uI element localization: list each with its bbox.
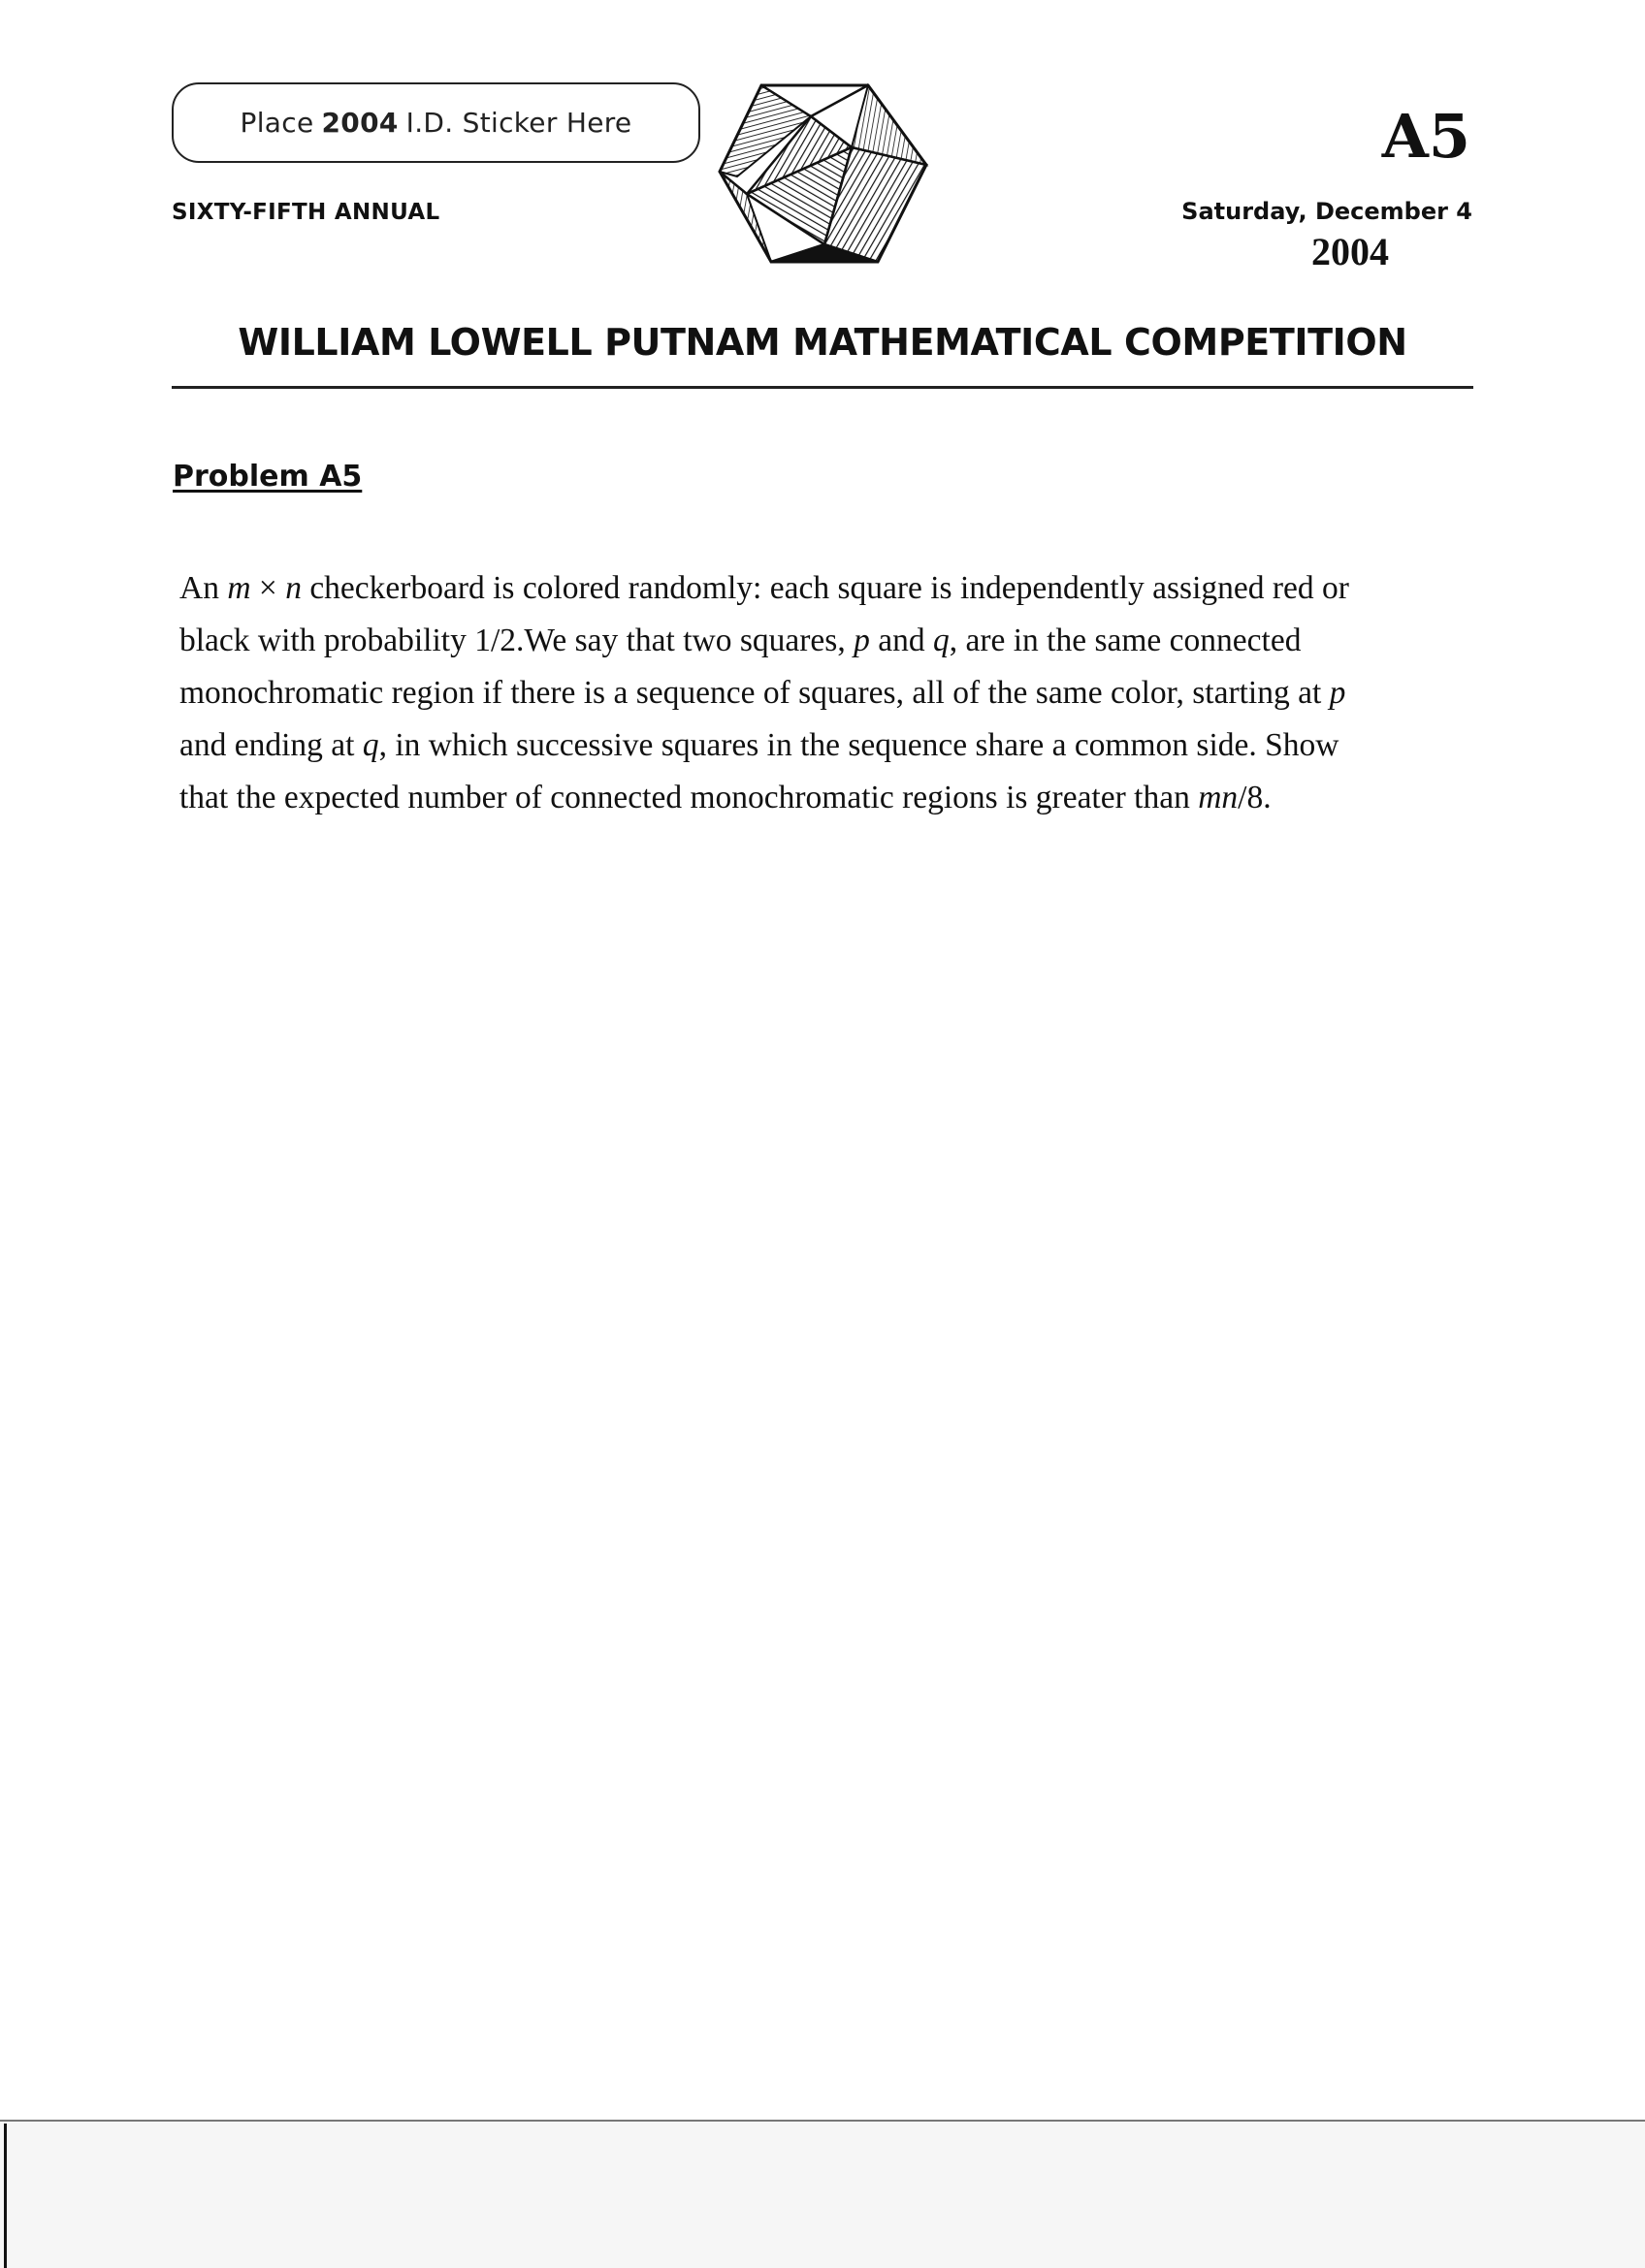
problem-line-2: black with probability 1/2.We say that two squares, p and q, are in the same connected [179, 623, 1302, 658]
title-divider [172, 386, 1473, 389]
id-sticker-box [172, 82, 700, 163]
sticker-year: 2004 [321, 107, 399, 139]
sticker-suffix: I.D. Sticker Here [405, 107, 632, 139]
problem-statement [179, 562, 1479, 824]
problem-line-1: An m × n checkerboard is colored randomly: each square is independently assigned red or [179, 570, 1349, 606]
problem-code: A5 [1381, 101, 1470, 172]
problem-line-4: and ending at q, in which successive squares in the sequence share a common side. Show [179, 727, 1339, 763]
scan-shadow [0, 2122, 1645, 2268]
scan-page-edge [0, 2120, 1645, 2122]
problem-line-3: monochromatic region if there is a sequence of squares, all of the same color, starting at p [179, 675, 1346, 711]
problem-line-5: that the expected number of connected monochromatic regions is greater than mn/8. [179, 780, 1272, 815]
icosahedron-logo-icon [718, 80, 936, 273]
sticker-prefix: Place [240, 107, 314, 139]
annual-label: SIXTY-FIFTH ANNUAL [172, 200, 440, 225]
competition-title: WILLIAM LOWELL PUTNAM MATHEMATICAL COMPETITION [238, 321, 1407, 364]
scan-left-edge [4, 2124, 7, 2268]
exam-year: 2004 [1311, 230, 1389, 273]
exam-date: Saturday, December 4 [1181, 198, 1472, 225]
problem-heading: Problem A5 [173, 460, 363, 494]
